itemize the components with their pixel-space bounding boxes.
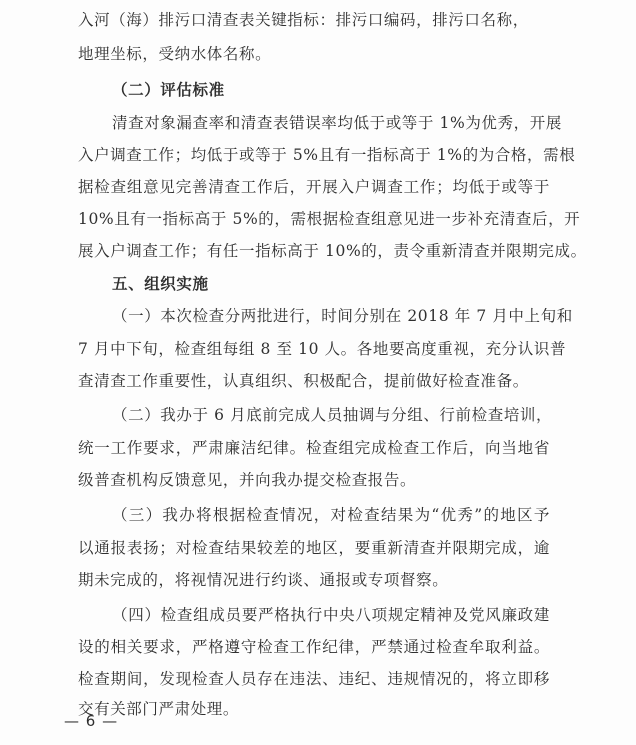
section-heading-organization: 五、组织实施	[112, 275, 209, 293]
text-line-13: （二）我办于 6 月底前完成人员抽调与分组、行前检查培训，	[112, 406, 553, 424]
text-line-16: （三）我办将根据检查情况，对检查结果为“优秀”的地区予	[112, 506, 550, 524]
text-line-11: 7 月中下旬，检查组每组 8 至 10 人。各地要高度重视，充分认识普	[78, 340, 567, 358]
text-line-15: 级普查机构反馈意见，并向我办提交检查报告。	[78, 471, 417, 489]
text-line-5: 入户调查工作；均低于或等于 5%且有一指标高于 1%的为合格，需根	[78, 146, 576, 164]
text-line-22: 交有关部门严肃处理。	[78, 700, 240, 718]
text-line-2: 地理坐标，受纳水体名称。	[78, 45, 272, 63]
text-line-18: 期未完成的，将视情况进行约谈、通报或专项督察。	[78, 571, 449, 589]
text-line-21: 检查期间，发现检查人员存在违法、违纪、违规情况的，将立即移	[78, 670, 550, 688]
text-line-1: 入河（海）排污口清查表关键指标：排污口编码，排污口名称，	[78, 11, 529, 29]
text-line-19: （四）检查组成员要严格执行中央八项规定精神及党风廉政建	[112, 606, 550, 624]
section-heading-evaluation-criteria: （二）评估标准	[112, 80, 225, 99]
text-line-20: 设的相关要求，严格遵守检查工作纪律，严禁通过检查牟取利益。	[78, 638, 550, 656]
page-number: — 6 —	[64, 712, 119, 730]
text-line-8: 展入户调查工作；有任一指标高于 10%的，责令重新清查并限期完成。	[78, 242, 587, 260]
text-line-12: 查清查工作重要性，认真组织、积极配合，提前做好检查准备。	[78, 372, 529, 390]
text-line-4: 清查对象漏查率和清查表错误率均低于或等于 1%为优秀，开展	[112, 114, 562, 132]
text-line-14: 统一工作要求，严肃廉洁纪律。检查组完成检查工作后，向当地省	[78, 439, 550, 457]
text-line-10: （一）本次检查分两批进行，时间分别在 2018 年 7 月中上旬和	[112, 307, 573, 325]
text-line-17: 以通报表扬；对检查结果较差的地区，要重新清查并限期完成，逾	[78, 539, 550, 557]
text-line-6: 据检查组意见完善清查工作后，开展入户调查工作；均低于或等于	[78, 178, 550, 196]
text-line-7: 10%且有一指标高于 5%的，需根据检查组意见进一步补充清查后，开	[78, 210, 581, 228]
